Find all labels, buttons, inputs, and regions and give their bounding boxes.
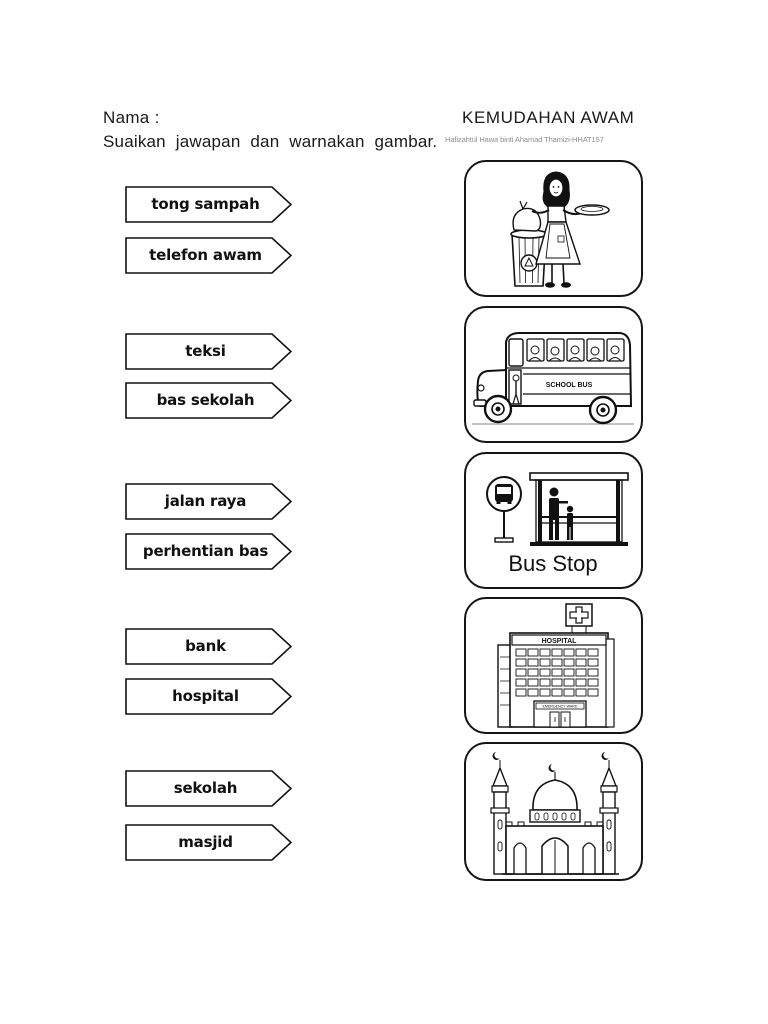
picture-box-school-bus[interactable] [464, 306, 643, 443]
name-field-label: Nama : [103, 108, 160, 127]
school-bus-icon [466, 308, 641, 441]
answer-option[interactable] [125, 186, 292, 223]
answer-option-label: jalan raya [164, 492, 247, 510]
waiting-people [549, 488, 573, 541]
hospital-icon [466, 599, 641, 732]
prayer-hall [502, 822, 619, 874]
answer-option[interactable] [125, 678, 292, 715]
main-dome [530, 764, 580, 822]
answer-option[interactable] [125, 483, 292, 520]
answer-option-label: tong sampah [151, 195, 260, 213]
worksheet-title: KEMUDAHAN AWAM [462, 108, 635, 127]
answer-option[interactable] [125, 333, 292, 370]
answer-option[interactable] [125, 628, 292, 665]
answer-option[interactable] [125, 824, 292, 861]
picture-box-hospital[interactable] [464, 597, 643, 734]
answer-option-label: teksi [185, 342, 226, 360]
answer-option[interactable] [125, 237, 292, 274]
answer-option-label: telefon awam [149, 246, 262, 264]
girl-with-rubbish-bin-icon [466, 162, 641, 295]
author-credit: Hafizahtul Hawa binti Ahamad Thamizi-HHAT157 [445, 135, 604, 144]
hospital-cross-sign [566, 604, 592, 633]
emergency-ward-sign: EMERGENCY WARD [542, 704, 578, 709]
answer-option[interactable] [125, 533, 292, 570]
picture-box-mosque[interactable] [464, 742, 643, 881]
answer-option-label: perhentian bas [142, 542, 269, 560]
mosque-icon [466, 744, 641, 879]
bus-stop-sign [487, 477, 521, 542]
answer-option-label: hospital [172, 687, 239, 705]
bus-stop-caption: Bus Stop [508, 551, 598, 576]
answer-option-label: bas sekolah [156, 391, 255, 409]
hospital-sign-text: HOSPITAL [541, 638, 577, 645]
answer-option-label: sekolah [173, 779, 238, 797]
picture-box-rubbish-bin[interactable] [464, 160, 643, 297]
bus-stop-icon [466, 454, 641, 587]
answer-option[interactable] [125, 382, 292, 419]
answer-option-label: bank [185, 637, 226, 655]
picture-box-bus-stop[interactable] [464, 452, 643, 589]
bus-shelter [530, 473, 628, 546]
bus-side-lettering: SCHOOL BUS [545, 382, 593, 389]
answer-option[interactable] [125, 770, 292, 807]
answer-option-label: masjid [178, 833, 233, 851]
hospital-windows [516, 649, 598, 696]
instruction-text: Suaikan jawapan dan warnakan gambar. [103, 132, 438, 151]
